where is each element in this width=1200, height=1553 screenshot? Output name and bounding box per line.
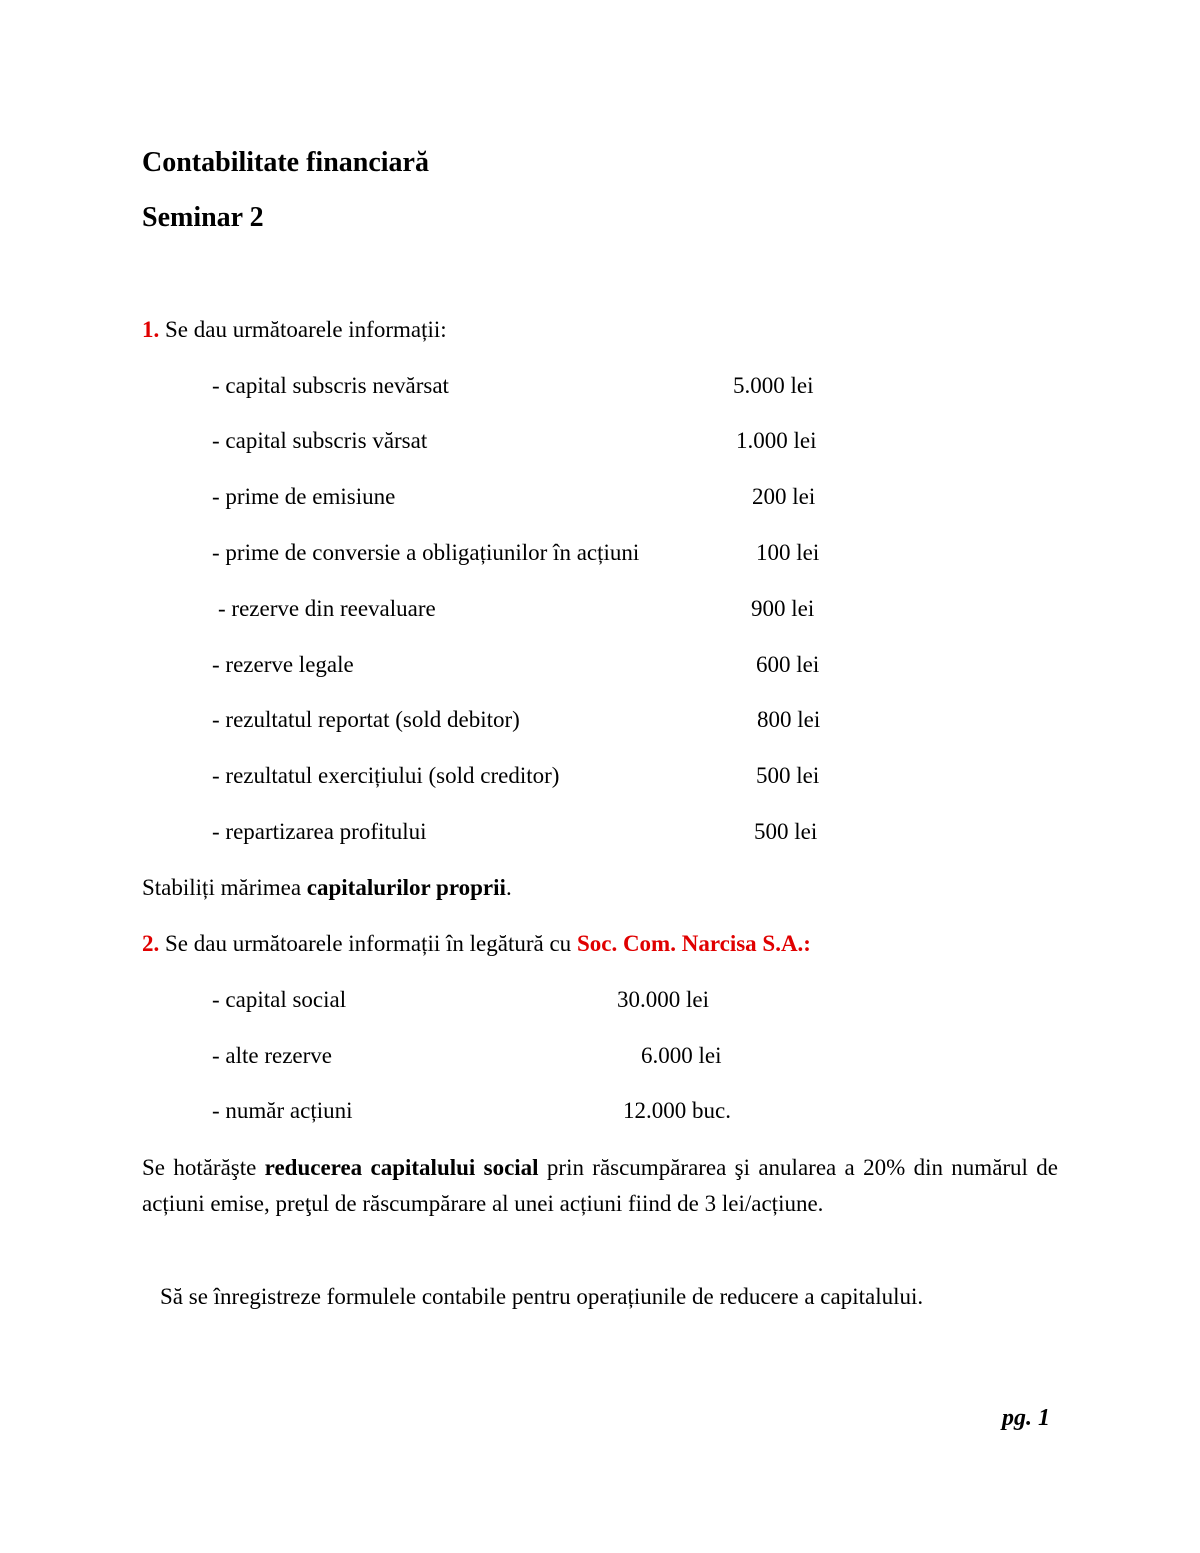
- problem-2-item-value: 12.000 buc.: [623, 1098, 731, 1123]
- problem-1-item-label: - capital subscris vărsat: [212, 428, 428, 453]
- problem-1-item-value: 500 lei: [756, 763, 820, 788]
- problem-2-item-label: - alte rezerve: [212, 1043, 333, 1068]
- problem-2-statement-rest: prin răscumpărarea şi anularea a 20% din numărul de acțiuni emise, preţul de răscumpărare al unei acțiuni fiind de 3 lei/acțiune.: [142, 1155, 1058, 1216]
- problem-2-item-value: 30.000 lei: [617, 987, 709, 1012]
- page-number: pg. 1: [1002, 1405, 1050, 1431]
- problem-1-item-label: - rezerve din reevaluare: [218, 596, 436, 621]
- problem-2-item-value: 6.000 lei: [641, 1043, 722, 1068]
- problem-1-item-value: 500 lei: [754, 819, 818, 844]
- problem-1-item-label: - rezultatul exercițiului (sold creditor): [212, 763, 560, 788]
- problem-1-intro: [142, 315, 447, 345]
- problem-1-intro-text: Se dau următoarele informații:: [165, 317, 447, 342]
- problem-1-item-value: 800 lei: [757, 707, 821, 732]
- problem-2-item-label: - număr acțiuni: [212, 1098, 353, 1123]
- problem-2-statement-text: Se hotărăşte: [142, 1155, 265, 1180]
- document-subtitle: Seminar 2: [142, 202, 264, 233]
- problem-2-number: 2.: [142, 931, 160, 956]
- document-title: Contabilitate financiară: [142, 147, 429, 178]
- problem-2-intro: [142, 929, 811, 959]
- problem-1-question-end: .: [505, 875, 512, 900]
- problem-1-item-value: 600 lei: [756, 652, 820, 677]
- problem-2-statement: [142, 1150, 1058, 1222]
- problem-2-task: Să se înregistreze formulele contabile pentru operațiunile de reducere a capitalului.: [160, 1284, 924, 1309]
- problem-1-item-value: 100 lei: [756, 540, 820, 565]
- problem-1-item-label: - capital subscris nevărsat: [212, 373, 449, 398]
- problem-2-intro-text: Se dau următoarele informații în legătură cu: [165, 931, 577, 956]
- problem-1-item-label: - repartizarea profitului: [212, 819, 427, 844]
- problem-2-item-label: - capital social: [212, 987, 347, 1012]
- problem-1-item-value: 900 lei: [751, 596, 815, 621]
- problem-2-statement-emphasis: reducerea capitalului social: [264, 1155, 539, 1180]
- problem-1-question-text: Stabiliți mărimea: [142, 875, 307, 900]
- problem-1-item-value: 1.000 lei: [736, 428, 817, 453]
- problem-1-item-label: - prime de emisiune: [212, 484, 396, 509]
- problem-1-question-emphasis: capitalurilor proprii: [306, 875, 506, 900]
- problem-1-question: [142, 873, 512, 903]
- problem-1-item-label: - prime de conversie a obligațiunilor în acțiuni: [212, 540, 640, 565]
- company-name: Soc. Com. Narcisa S.A.:: [576, 931, 811, 956]
- problem-1-item-label: - rezerve legale: [212, 652, 354, 677]
- problem-1-item-label: - rezultatul reportat (sold debitor): [212, 707, 520, 732]
- problem-1-item-value: 200 lei: [752, 484, 816, 509]
- problem-1-item-value: 5.000 lei: [733, 373, 814, 398]
- problem-1-number: 1.: [142, 317, 160, 342]
